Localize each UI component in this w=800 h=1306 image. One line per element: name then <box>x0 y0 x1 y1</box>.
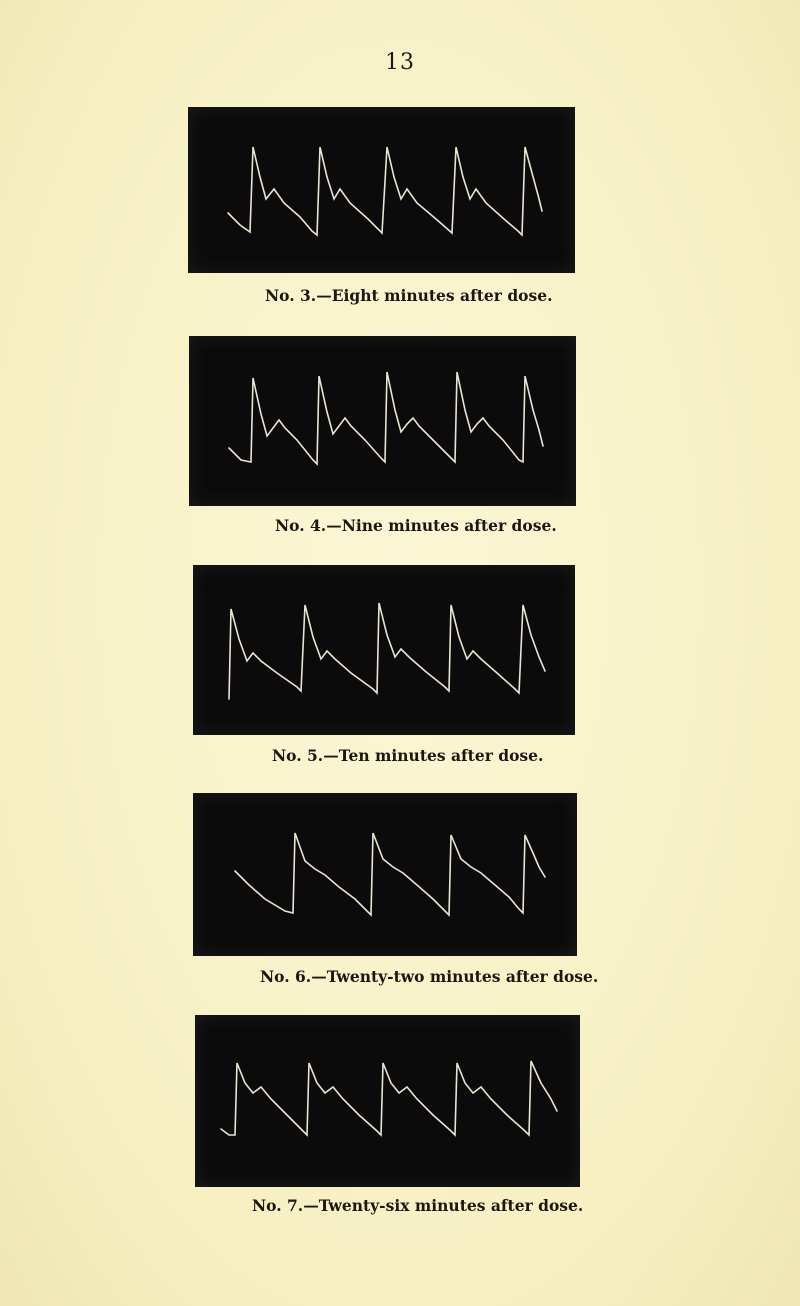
figure-caption-7: No. 7.—Twenty-six minutes after dose. <box>252 1196 584 1215</box>
pulse-trace-figure-4 <box>189 336 576 506</box>
pulse-waveform-6 <box>193 793 577 956</box>
pulse-waveform-4 <box>189 336 576 506</box>
pulse-waveform-3 <box>188 107 575 273</box>
pulse-trace-figure-5 <box>193 565 575 735</box>
pulse-waveform-5 <box>193 565 575 735</box>
page-number: 13 <box>385 50 415 75</box>
figure-caption-4: No. 4.—Nine minutes after dose. <box>275 516 557 535</box>
figure-caption-5: No. 5.—Ten minutes after dose. <box>272 746 544 765</box>
pulse-trace-figure-3 <box>188 107 575 273</box>
figure-caption-3: No. 3.—Eight minutes after dose. <box>265 286 553 305</box>
pulse-trace-figure-7 <box>195 1015 580 1187</box>
figure-caption-6: No. 6.—Twenty-two minutes after dose. <box>260 967 599 986</box>
pulse-waveform-7 <box>195 1015 580 1187</box>
pulse-trace-figure-6 <box>193 793 577 956</box>
